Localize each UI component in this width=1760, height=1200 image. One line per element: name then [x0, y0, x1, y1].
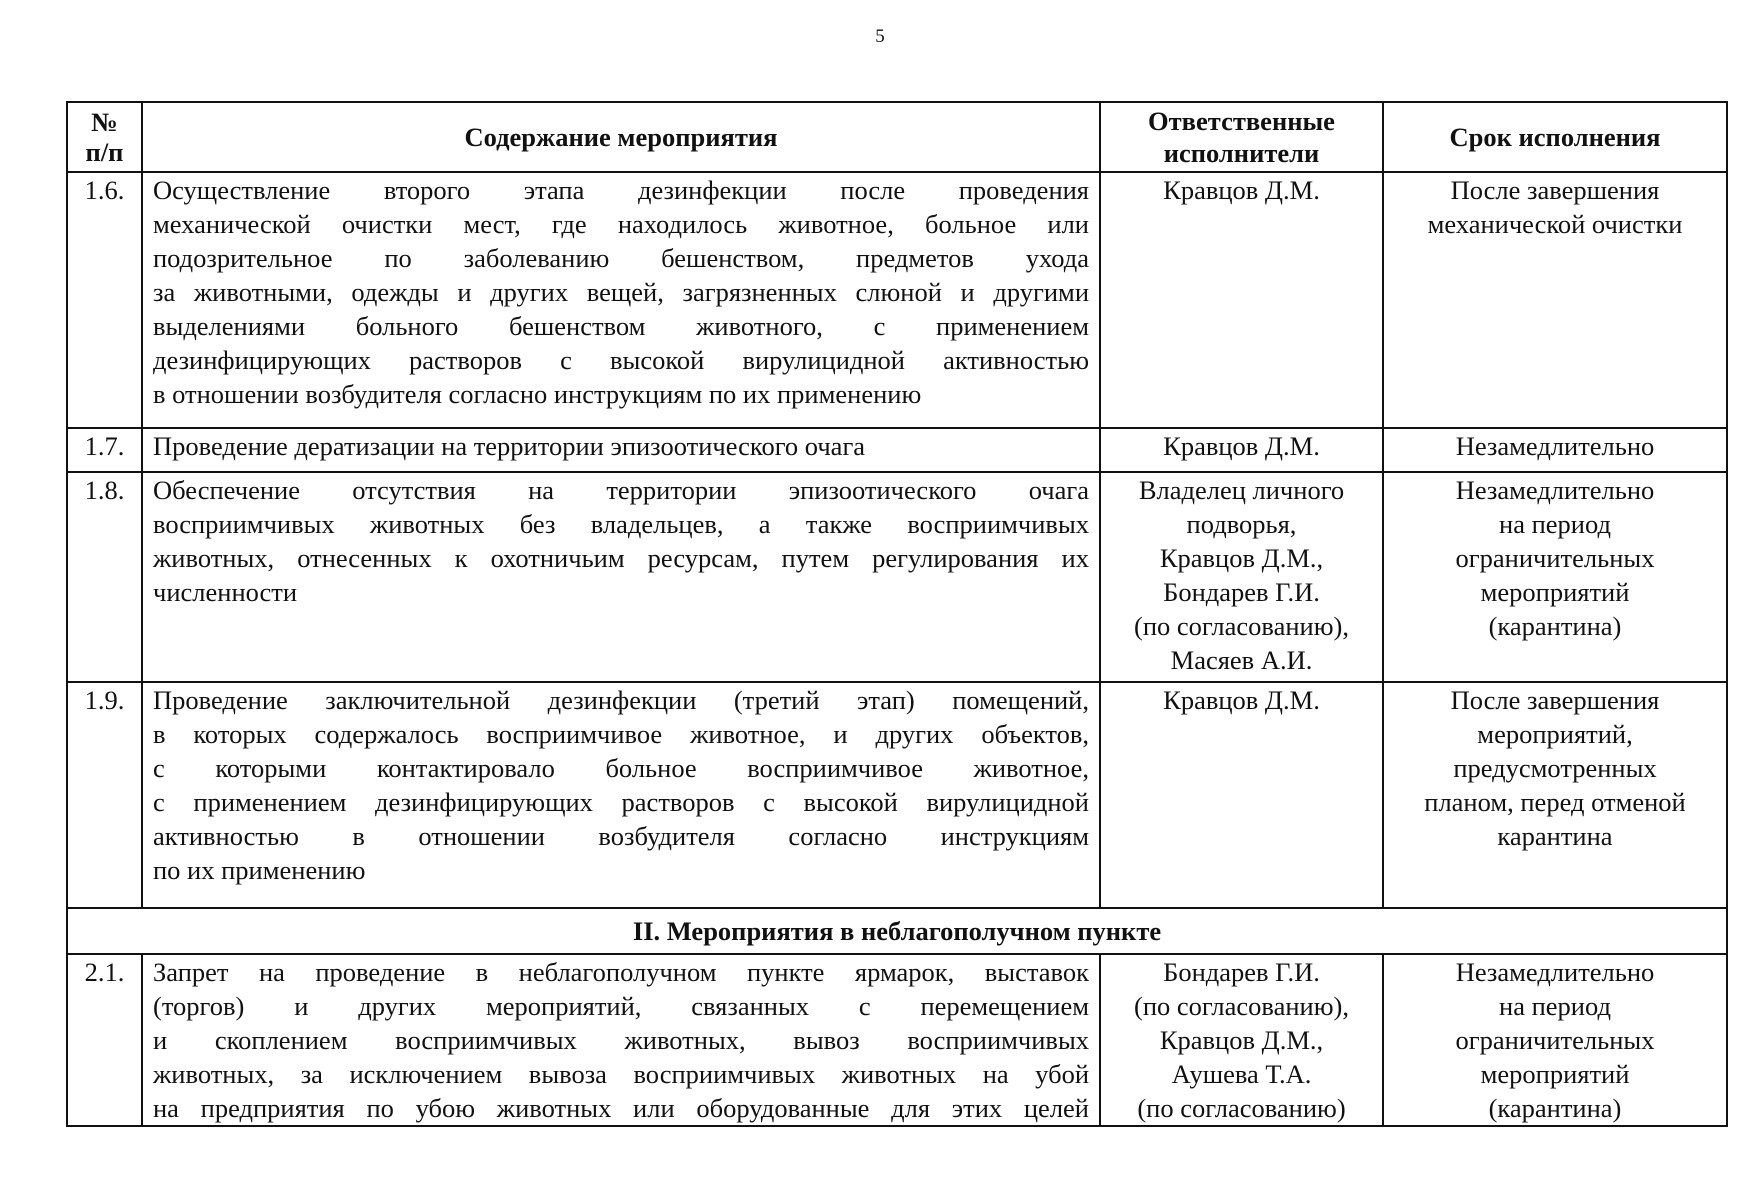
table-row: [67, 472, 1727, 682]
content-line: активностью в отношении возбудителя согласно инструкциям: [153, 821, 1089, 851]
content-line: с которыми контактировало больное восприимчивое животное,: [153, 753, 1089, 783]
row-number: 1.6.: [67, 172, 142, 428]
content-line: механической очистки мест, где находилось животное, больное или: [153, 209, 1089, 239]
deadline-line: мероприятий,: [1477, 719, 1633, 749]
responsible-line: Кравцов Д.М.,: [1159, 1025, 1324, 1055]
deadline-line: После завершения: [1450, 685, 1660, 715]
header-number-line: п/п: [85, 137, 124, 167]
content-line: с применением дезинфицирующих растворов с высокой вирулицидной: [153, 787, 1089, 817]
content-line: восприимчивых животных без владельцев, а также восприимчивых: [153, 509, 1089, 539]
section-title: II. Мероприятия в неблагополучном пункте: [67, 908, 1727, 954]
content-line: и скоплением восприимчивых животных, вывоз восприимчивых: [153, 1025, 1089, 1055]
responsible-line: Кравцов Д.М.,: [1159, 543, 1324, 573]
row-number: 1.8.: [67, 472, 142, 682]
deadline-line: ограничительных: [1455, 543, 1655, 573]
deadline-line: (карантина): [1488, 611, 1622, 641]
table-row: [67, 172, 1727, 428]
content-line: численности: [153, 577, 298, 607]
row-deadline: [1383, 172, 1727, 428]
row-number: 1.9.: [67, 682, 142, 908]
header-number-line: №: [91, 107, 118, 137]
deadline-line: карантина: [1497, 821, 1613, 851]
responsible-line: (по согласованию),: [1134, 991, 1349, 1021]
row-deadline: [1383, 682, 1727, 908]
responsible-line: Кравцов Д.М.: [1163, 685, 1320, 715]
content-line: Проведение заключительной дезинфекции (третий этап) помещений,: [153, 685, 1089, 715]
page-number: 5: [875, 26, 885, 47]
responsible-line: Масяев А.И.: [1170, 645, 1313, 675]
deadline-line: Незамедлительно: [1455, 957, 1655, 987]
row-responsible: [1100, 428, 1383, 472]
content-line: Обеспечение отсутствия на территории эпизоотического очага: [153, 475, 1089, 505]
content-line: животных, отнесенных к охотничьим ресурсам, путем регулирования их: [153, 543, 1089, 573]
row-content: [142, 954, 1100, 1126]
content-line: Запрет на проведение в неблагополучном пункте ярмарок, выставок: [153, 957, 1089, 987]
content-line: в отношении возбудителя согласно инструкциям по их применению: [153, 379, 922, 409]
deadline-line: планом, перед отменой: [1424, 787, 1686, 817]
responsible-line: Бондарев Г.И.: [1163, 957, 1320, 987]
responsible-line: Аушева Т.А.: [1171, 1059, 1312, 1089]
deadline-line: механической очистки: [1427, 209, 1683, 239]
row-deadline: [1383, 472, 1727, 682]
responsible-line: подворья,: [1186, 509, 1297, 539]
content-line: выделениями больного бешенством животного, с применением: [153, 311, 1089, 341]
content-line: за животными, одежды и других вещей, загрязненных слюной и другими: [153, 277, 1089, 307]
row-responsible: [1100, 682, 1383, 908]
row-content: [142, 472, 1100, 682]
deadline-line: на период: [1499, 509, 1611, 539]
header-responsible-line: исполнители: [1163, 138, 1320, 168]
deadline-line: мероприятий: [1480, 1059, 1630, 1089]
deadline-line: предусмотренных: [1453, 753, 1657, 783]
row-deadline: [1383, 954, 1727, 1126]
content-line: подозрительное по заболеванию бешенством, предметов ухода: [153, 243, 1089, 273]
responsible-line: (по согласованию),: [1134, 611, 1349, 641]
row-responsible: [1100, 954, 1383, 1126]
row-content: [142, 172, 1100, 428]
content-line: на предприятия по убою животных или оборудованные для этих целей: [153, 1093, 1089, 1123]
deadline-line: (карантина): [1488, 1093, 1622, 1123]
responsible-line: Кравцов Д.М.: [1163, 175, 1320, 205]
header-responsible-line: Ответственные: [1148, 106, 1335, 136]
row-responsible: [1100, 472, 1383, 682]
table-row: [67, 428, 1727, 472]
table-header-row: [67, 102, 1727, 172]
content-line: по их применению: [153, 855, 366, 885]
row-deadline: [1383, 428, 1727, 472]
content-line: (торгов) и других мероприятий, связанных с перемещением: [153, 991, 1089, 1021]
row-number: 1.7.: [67, 428, 142, 472]
row-content: [142, 682, 1100, 908]
deadline-line: на период: [1499, 991, 1611, 1021]
deadline-line: мероприятий: [1480, 577, 1630, 607]
row-responsible: [1100, 172, 1383, 428]
table-row: [67, 682, 1727, 908]
content-line: Осуществление второго этапа дезинфекции после проведения: [153, 175, 1089, 205]
responsible-line: Владелец личного: [1138, 475, 1345, 505]
header-number: [67, 102, 142, 172]
header-content: Содержание мероприятия: [142, 102, 1100, 172]
table-row: [67, 954, 1727, 1126]
row-content: [142, 428, 1100, 472]
deadline-line: Незамедлительно: [1455, 475, 1655, 505]
responsible-line: Бондарев Г.И.: [1163, 577, 1320, 607]
content-line: в которых содержалось восприимчивое животное, и других объектов,: [153, 719, 1089, 749]
header-deadline: Срок исполнения: [1383, 102, 1727, 172]
content-line: Проведение дератизации на территории эпизоотического очага: [153, 431, 866, 461]
measures-table: [66, 101, 1728, 1127]
responsible-line: (по согласованию): [1137, 1093, 1346, 1123]
content-line: дезинфицирующих растворов с высокой вирулицидной активностью: [153, 345, 1089, 375]
deadline-line: ограничительных: [1455, 1025, 1655, 1055]
deadline-line: После завершения: [1450, 175, 1660, 205]
row-number: 2.1.: [67, 954, 142, 1126]
header-responsible: [1100, 102, 1383, 172]
content-line: животных, за исключением вывоза восприимчивых животных на убой: [153, 1059, 1089, 1089]
deadline-line: Незамедлительно: [1455, 431, 1655, 461]
responsible-line: Кравцов Д.М.: [1163, 431, 1320, 461]
section-row: [67, 908, 1727, 954]
